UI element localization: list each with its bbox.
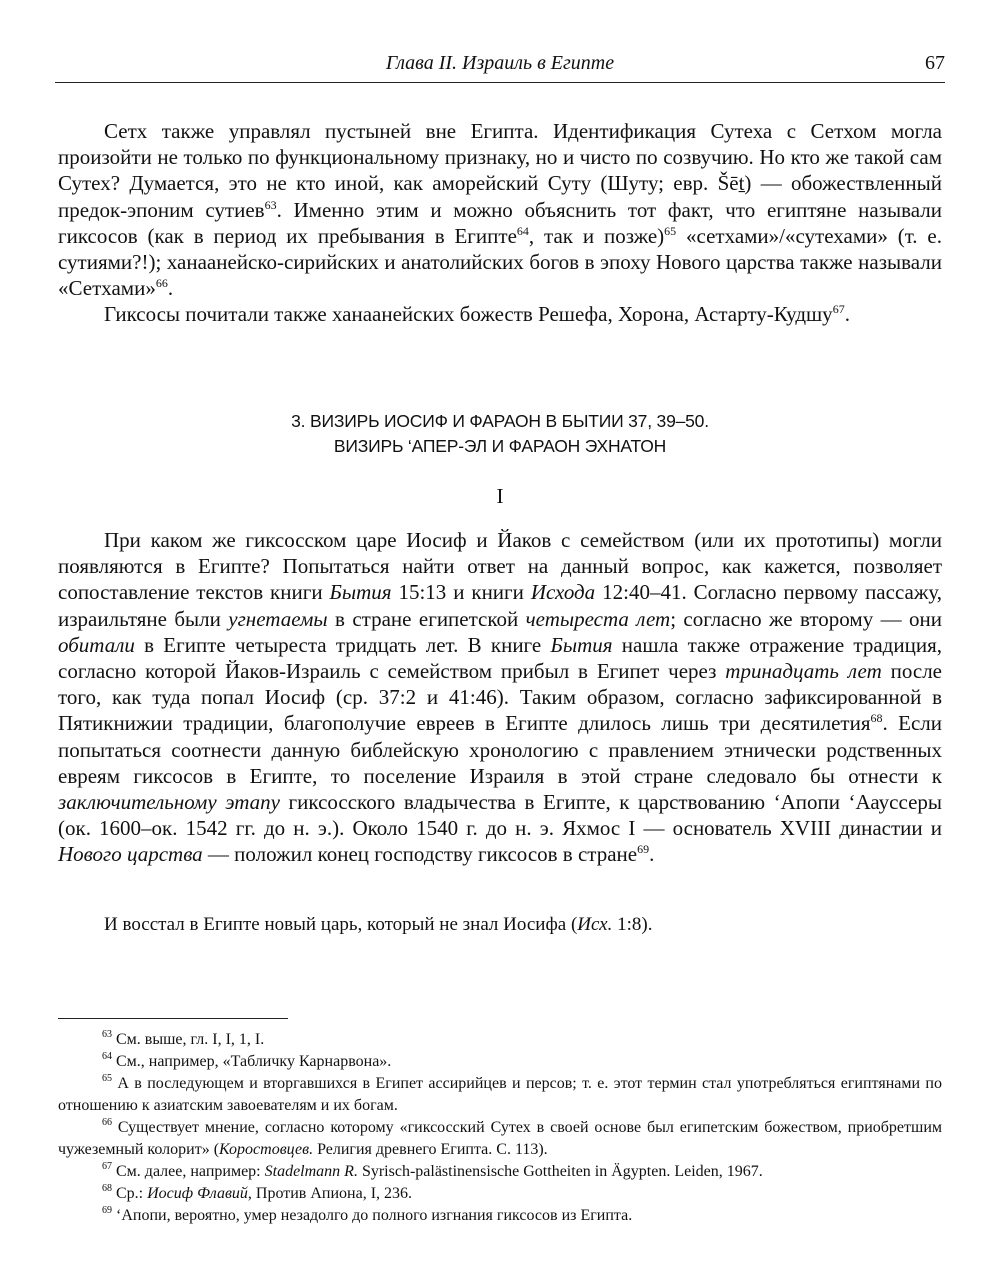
footnote-69 <box>58 1205 942 1227</box>
footnote-ref-68[interactable]: 68 <box>870 711 883 726</box>
footnote-68 <box>58 1183 942 1205</box>
italic-run: четыреста лет <box>525 606 671 631</box>
main-text <box>58 527 942 868</box>
text-run: ; согласно же второму — они <box>670 606 942 631</box>
footnote-ref-63[interactable]: 63 <box>264 197 277 212</box>
text-run: . <box>844 302 850 327</box>
text-run: — положил конец господству гиксосов в стране <box>202 842 638 867</box>
footnote-64 <box>58 1051 942 1073</box>
quote-reference: Исх. <box>577 914 613 935</box>
footnote-ref-67[interactable]: 67 <box>832 302 845 317</box>
text-run: 15:13 и книги <box>391 580 531 605</box>
footnote-number: 64 <box>102 1051 112 1062</box>
text-run: Гиксосы почитали также ханаанейских божеств Решефа, Хорона, Астарту-Кудшу <box>104 302 833 327</box>
paragraph-chronology <box>58 527 942 868</box>
running-title: Глава II. Израиль в Египте <box>385 52 615 74</box>
paragraph-sutekh <box>58 118 942 301</box>
footnote-ref-66[interactable]: 66 <box>155 276 168 291</box>
footnote-author: Stadelmann R. <box>264 1163 358 1180</box>
subsection-number: I <box>496 484 504 508</box>
footnote-text: См., например, «Табличку Карнарвона». <box>112 1053 392 1070</box>
footnote-text: Религия древнего Египта. С. 113). <box>313 1141 548 1158</box>
quote-text: 1:8). <box>612 914 653 935</box>
text-run: Сетх также управлял пустыней вне Египта. Идентификация Сутеха с Сетхом могла произойти не только по функциональному признаку, но и чисто по созвучию. Но кто же такой сам Сутех? Думается, это не кто иной, как аморейский Суту (Шуту; евр. Šēṯ) — обожествленный предок-эпоним сутиев <box>58 119 942 222</box>
footnote-text: А в последующем и вторгавшихся в Египет ассирийцев и персов; т. е. этот термин стал употребляться египтянами по отношению к азиатским завоевателям и их богам. <box>58 1075 942 1114</box>
quote-text: И восстал в Египте новый царь, который не знал Иосифа ( <box>104 914 578 935</box>
footnote-text: Ср.: <box>112 1185 148 1202</box>
text-run: При каком же гиксосском царе Иосиф и Йаков с семейством (или их прототипы) могли появляются в Египте? Попытаться найти ответ на данный вопрос, как кажется, позволяет сопоставление текстов книги <box>58 528 942 605</box>
text-run: нашла также отражение традиция, согласно которой Йаков-Израиль с семейством прибыл в Египет через <box>58 632 942 684</box>
footnote-number: 69 <box>102 1205 112 1216</box>
footnote-ref-65[interactable]: 65 <box>664 223 677 238</box>
footnote-text: См. выше, гл. I, I, 1, I. <box>112 1031 265 1048</box>
footnote-63 <box>58 1029 942 1051</box>
text-run: . Если попытаться соотнести данную библейскую хронологию с правлением этнически родственных евреям гиксосов в Египте, то поселение Израиля в этой стране следовало бы отнести к <box>58 711 942 788</box>
section-heading-line-1: 3. ВИЗИРЬ ИОСИФ И ФАРАОН В БЫТИИ 37, 39–50. <box>291 411 709 431</box>
footnote-ref-64[interactable]: 64 <box>516 223 529 238</box>
italic-run: Исхода <box>530 580 596 605</box>
text-run: . <box>167 276 174 301</box>
text-run: 12:40–41. Согласно первому пассажу, израильтяне были <box>58 580 943 631</box>
footnote-67 <box>58 1161 942 1183</box>
footnote-ref-69[interactable]: 69 <box>637 842 650 857</box>
italic-run: Бытия <box>550 632 613 657</box>
footnote-text: Существует мнение, согласно которому «гиксосский Сутех в своей основе был египетским божеством, приобретшим чужеземный колорит» ( <box>58 1119 942 1158</box>
paragraph-hyksos-gods <box>58 301 942 327</box>
italic-run: заключительному этапу <box>58 790 280 815</box>
intro-text <box>58 118 942 328</box>
footnote-number: 68 <box>102 1183 112 1194</box>
text-run: . <box>649 842 655 867</box>
text-run: , так и позже) <box>528 223 665 248</box>
italic-run: Бытия <box>329 580 392 605</box>
footnote-author: Коростовцев. <box>219 1141 314 1158</box>
italic-run: тринадцать лет <box>725 659 882 684</box>
italic-run: Нового царства <box>58 842 203 867</box>
text-run: гиксосского владычества в Египте, к царствованию ‘Апопи ‘Аауссеры (ок. 1600–ок. 1542 гг. до н. э.). Около 1540 г. до н. э. Яхмос I — основатель XVIII династии и <box>58 790 942 841</box>
footnote-number: 65 <box>102 1073 112 1084</box>
footnote-text: , Против Апиона, I, 236. <box>247 1185 413 1202</box>
text-run: . Именно этим и можно объяснить тот факт, что египтяне называли гиксосов (как в период их пребывания в Египте <box>58 197 942 248</box>
running-header <box>55 52 945 83</box>
footnote-text: Syrisch-palästinensische Gottheiten in Ägypten. Leiden, 1967. <box>357 1163 763 1180</box>
footnote-65 <box>58 1073 942 1117</box>
text-run: в стране египетской <box>327 606 526 631</box>
footnote-number: 63 <box>102 1029 112 1040</box>
text-run: «сетхами»/«сутехами» (т. е. сутиями?!); ханаанейско-сирийских и анатолийских богов в эпоху Нового царства также называли «Сетхами» <box>58 223 942 301</box>
italic-run: обитали <box>58 632 135 657</box>
text-run: в Египте четыреста тридцать лет. В книге <box>134 632 551 657</box>
text-run: после того, как туда попал Иосиф (ср. 37:2 и 41:46). Таким образом, согласно зафиксированной в Пятикнижии традиции, благополучие евреев в Египте длилось лишь три десятилетия <box>58 659 942 736</box>
footnote-author: Иосиф Флавий <box>147 1185 248 1202</box>
footnote-number: 67 <box>102 1161 112 1172</box>
footnote-text: ‘Апопи, вероятно, умер незадолго до полного изгнания гиксосов из Египта. <box>112 1207 633 1224</box>
footnote-divider <box>58 1018 288 1019</box>
section-heading <box>58 409 942 459</box>
italic-run: угнетаемы <box>228 606 328 631</box>
footnote-number: 66 <box>102 1117 112 1128</box>
page-number: 67 <box>925 52 945 74</box>
footnote-66 <box>58 1117 942 1161</box>
section-heading-line-2: ВИЗИРЬ ‘АПЕР-ЭЛ И ФАРАОН ЭХНАТОН <box>333 436 667 456</box>
footnote-text: См. далее, например: <box>112 1163 265 1180</box>
footnotes <box>58 1029 942 1227</box>
epigraph-quote <box>104 913 944 937</box>
